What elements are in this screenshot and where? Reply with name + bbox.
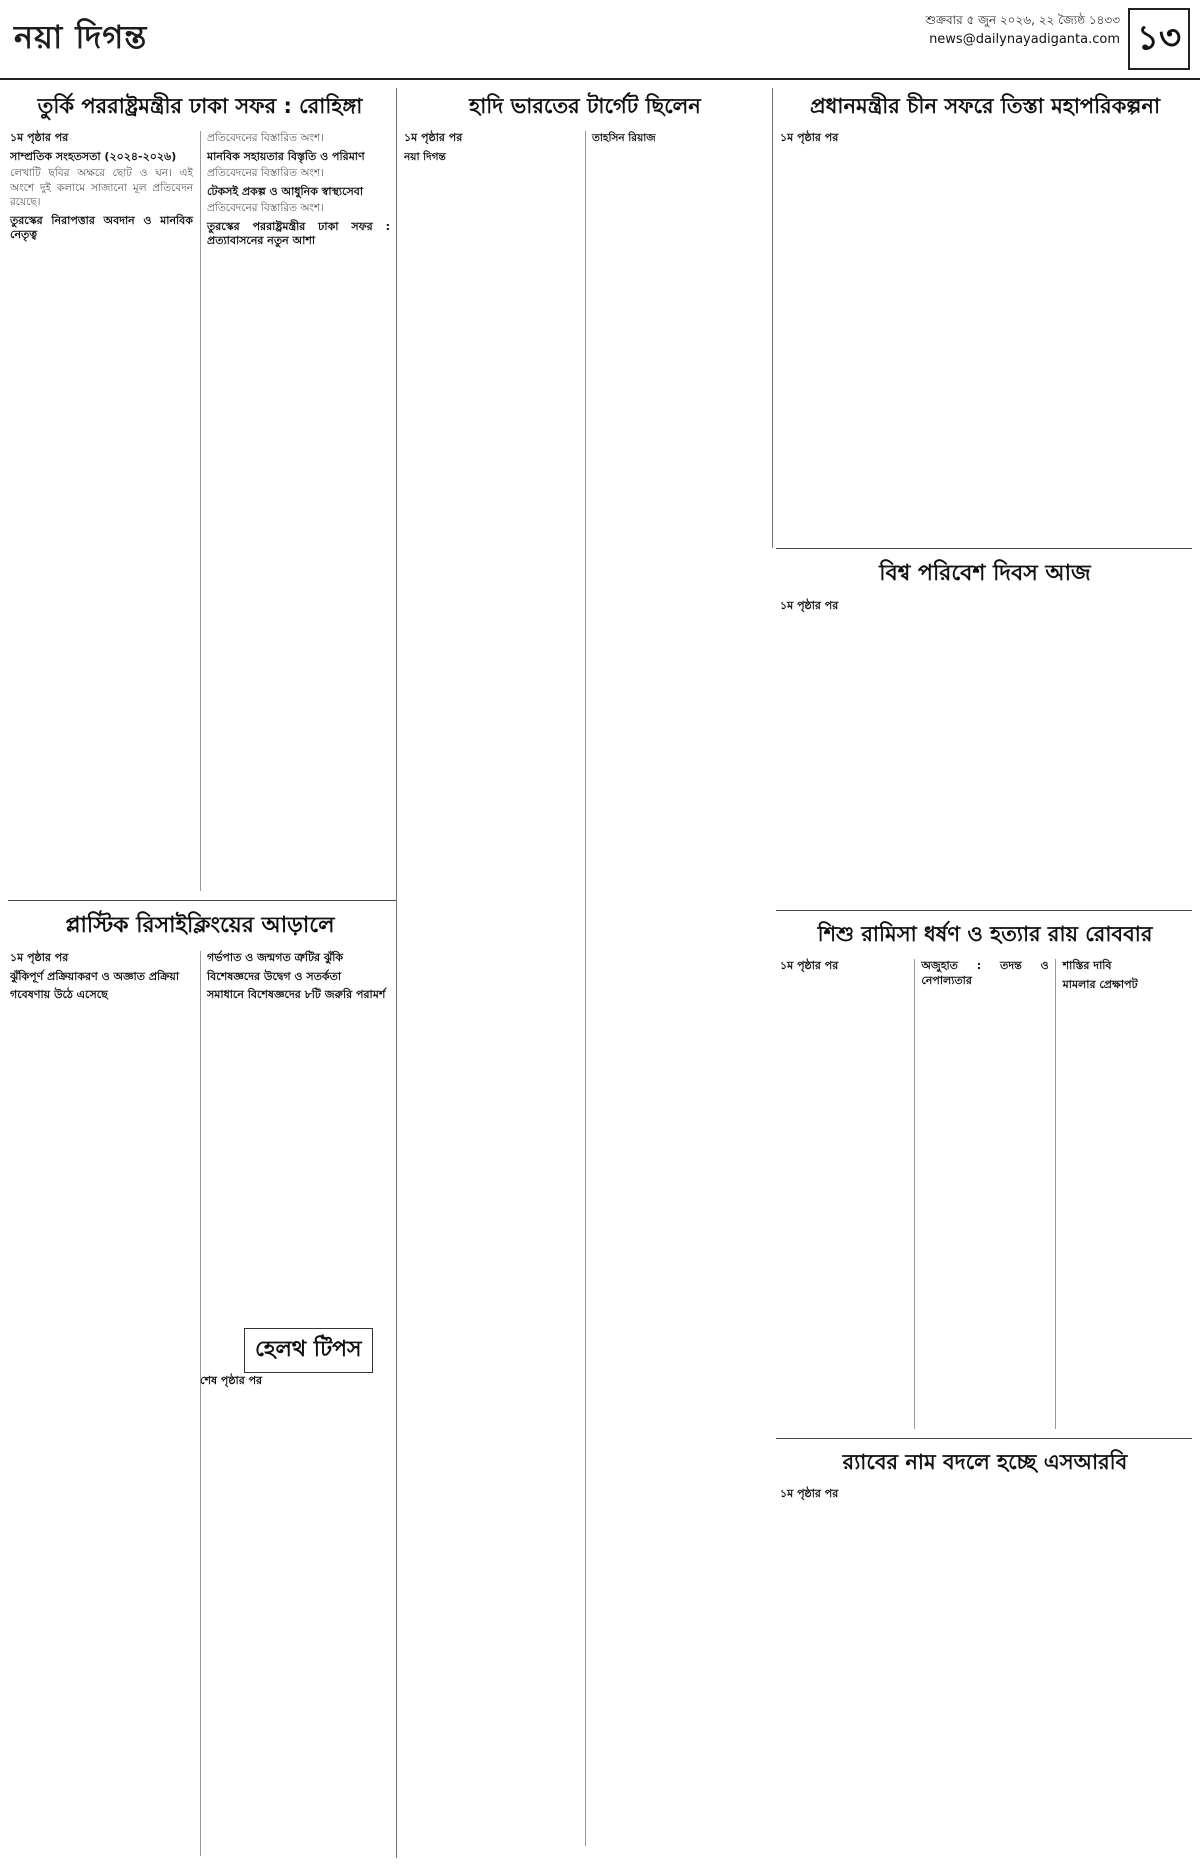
article-headline[interactable]: প্রধানমন্ত্রীর চীন সফরে তিস্তা মহাপরিকল্পনা xyxy=(809,94,1161,118)
subhead: ঝুঁকিপূর্ণ প্রক্রিয়াকরণ ও অজ্ঞাত প্রক্রিয়া xyxy=(10,969,180,983)
page-number: ১৩ xyxy=(1128,8,1190,70)
subhead: গবেষণায় উঠে এসেছে xyxy=(10,988,108,1001)
subhead: সমাধানে বিশেষজ্ঞদের ৮টি জরুরি পরামর্শ xyxy=(207,988,386,1001)
article-headline[interactable]: প্লাস্টিক রিসাইক্লিংয়ের আড়ালে xyxy=(65,913,335,938)
article-turkey xyxy=(10,90,390,895)
article-body xyxy=(10,131,390,891)
website-address[interactable]: news@dailynayadiganta.com xyxy=(929,32,1120,47)
subhead: মানবিক সহায়তার বিস্তৃতি ও পরিমাণ xyxy=(207,149,365,163)
continued-label: ১ম পৃষ্ঠার পর xyxy=(780,959,839,972)
subhead: মামলার প্রেক্ষাপট xyxy=(1062,977,1138,991)
subhead: তুরস্কের নিরাপত্তার অবদান ও মানবিক নেতৃত্ব xyxy=(10,213,193,241)
article-headline[interactable]: তুর্কি পররাষ্ট্রমন্ত্রীর ঢাকা সফর : রোহিঙ্গা xyxy=(37,94,363,118)
continued-label: ১ম পৃষ্ঠার পর xyxy=(10,951,69,964)
section-divider xyxy=(8,900,396,901)
subhead: অজুহাত : তদন্ত ও নেপাল্যতার xyxy=(921,959,1049,987)
continued-label: ১ম পৃষ্ঠার পর xyxy=(780,1487,839,1500)
subhead: গর্ভপাত ও জন্মগত ত্রুটির ঝুঁকি xyxy=(207,951,344,964)
dateline: শুক্রবার ৫ জুন ২০২৬, ২২ জ্যৈষ্ঠ ১৪৩৩ xyxy=(925,13,1120,27)
article-rab xyxy=(780,1446,1190,1856)
subhead: বিশেষজ্ঞদের উদ্বেগ ও সতর্কতা xyxy=(207,969,342,983)
continued-label: ১ম পৃষ্ঠার পর xyxy=(780,131,839,144)
article-body xyxy=(780,1487,1190,1852)
article-body xyxy=(780,599,1190,899)
column-divider xyxy=(396,88,397,1858)
section-divider xyxy=(776,548,1192,549)
article-body xyxy=(780,131,1190,536)
subhead: সাম্প্রতিক সংহতসতা (২০২৪-২০২৬) xyxy=(10,149,177,163)
speaker-line xyxy=(404,150,578,165)
article-ramisa xyxy=(780,918,1190,1433)
health-tips-box xyxy=(244,1328,373,1373)
continued-label: ১ম পৃষ্ঠার পর xyxy=(404,131,463,144)
article-headline[interactable]: র‌্যাবের নাম বদলে হচ্ছে এসআরবি xyxy=(842,1450,1128,1474)
article-headline[interactable]: হেলথ টিপস xyxy=(255,1337,362,1362)
column-divider xyxy=(772,88,773,548)
article-pm-china xyxy=(780,90,1190,540)
article-environment-day xyxy=(780,556,1190,902)
continued-label: শেষ পৃষ্ঠার পর xyxy=(200,1374,263,1387)
body-text: প্রতিবেদনের বিস্তারিত অংশ। xyxy=(207,202,324,214)
body-text: লেখাটি ছবির অক্ষরে ছোট ও ঘন। এই অংশে দুই কলামে সাজানো মূল প্রতিবেদন রয়েছে। xyxy=(10,167,193,208)
masthead xyxy=(0,0,1200,80)
speaker-name: তাহসিন রিয়াজ xyxy=(592,132,656,144)
newspaper-logo: নয়া দিগন্ত xyxy=(14,18,148,56)
subhead: টেকসই প্রকল্প ও আধুনিক স্বাস্থ্যসেবা xyxy=(207,184,364,198)
body-text: প্রতিবেদনের বিস্তারিত অংশ। xyxy=(207,132,324,144)
subhead: তুরস্কের পররাষ্ট্রমন্ত্রীর ঢাকা সফর : প্রত্যাবাসনের নতুন আশা xyxy=(207,219,390,247)
speaker-name: নয়া দিগন্ত xyxy=(404,150,446,163)
continued-label: ১ম পৃষ্ঠার পর xyxy=(780,599,839,612)
article-headline[interactable]: শিশু রামিসা ধর্ষণ ও হত্যার রায় রোববার xyxy=(817,922,1153,946)
section-divider xyxy=(776,910,1192,911)
article-body xyxy=(404,131,766,1846)
article-headline[interactable]: বিশ্ব পরিবেশ দিবস আজ xyxy=(879,561,1091,586)
article-health-tips xyxy=(200,1372,390,1852)
continued-label: ১ম পৃষ্ঠার পর xyxy=(10,131,69,144)
article-hadi xyxy=(404,90,766,1850)
subhead: শাস্তির দাবি xyxy=(1062,959,1112,972)
speaker-line xyxy=(592,131,766,146)
article-headline[interactable]: হাদি ভারতের টার্গেট ছিলেন xyxy=(469,94,701,118)
article-body xyxy=(780,959,1190,1429)
section-divider xyxy=(776,1438,1192,1439)
body-text: প্রতিবেদনের বিস্তারিত অংশ। xyxy=(207,167,324,179)
